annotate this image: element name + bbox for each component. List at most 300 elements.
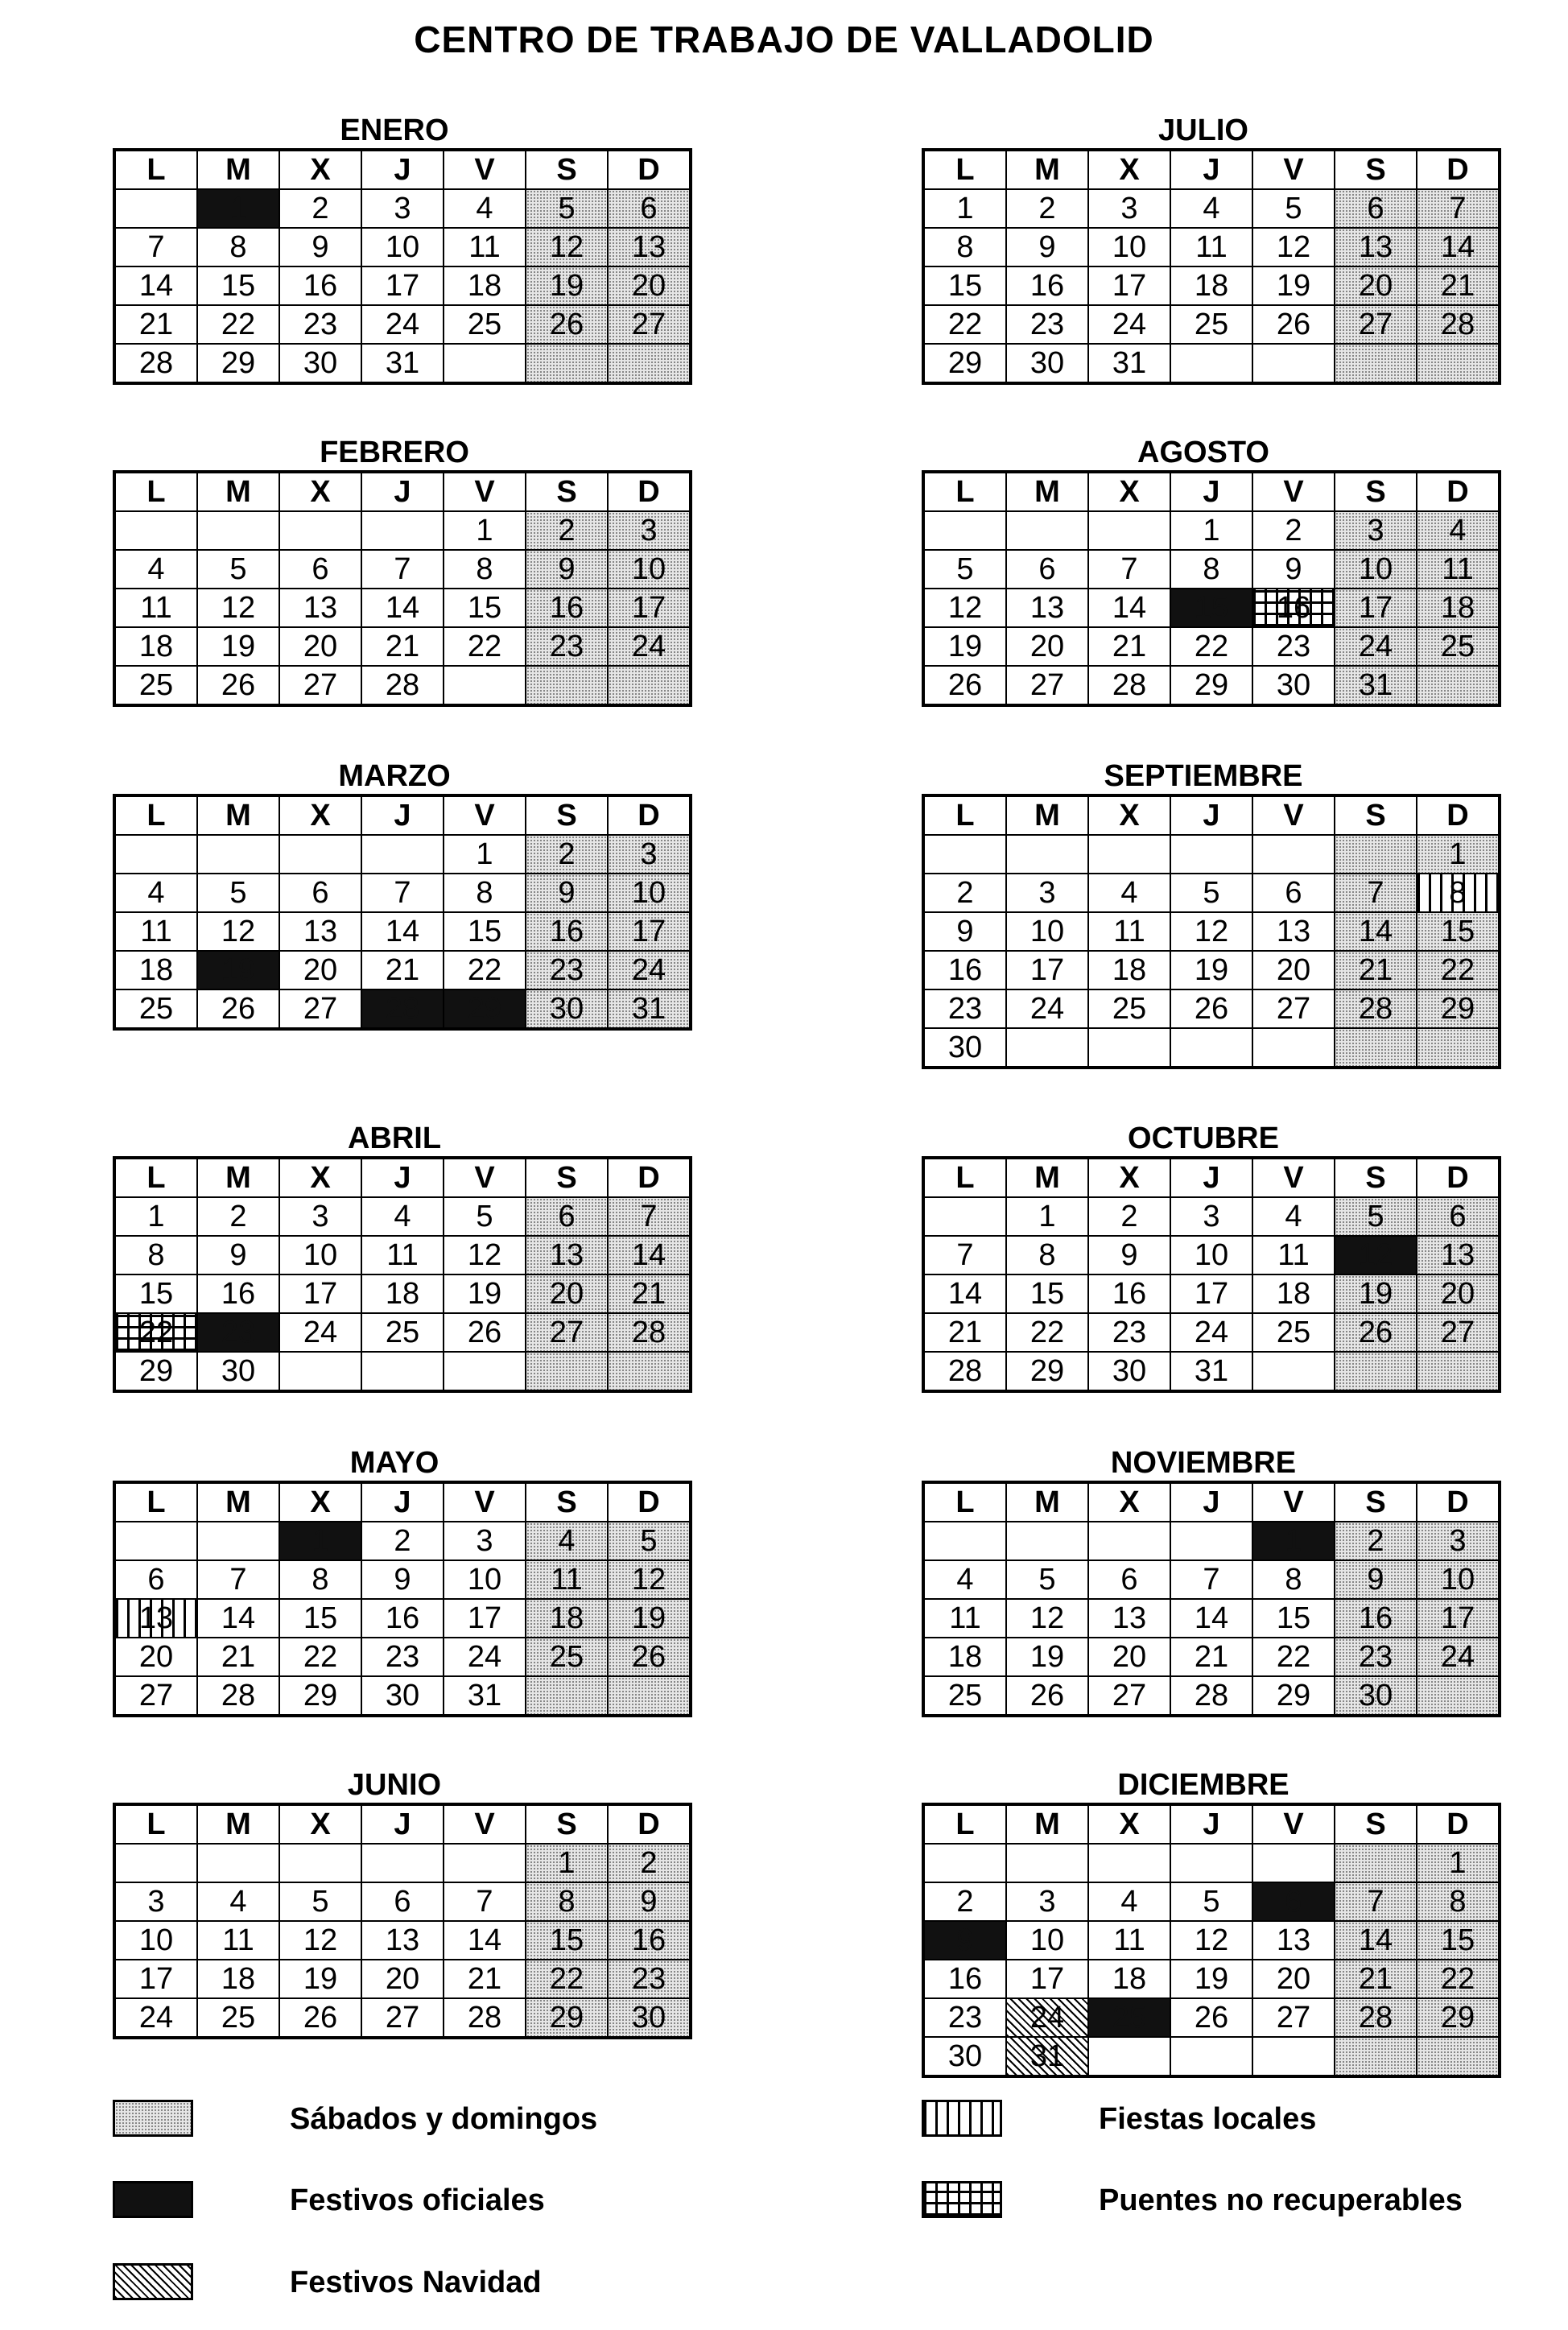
day-cell: 10 (1417, 1560, 1500, 1599)
day-cell: 23 (923, 1998, 1006, 2037)
day-cell: 6 (1252, 874, 1335, 912)
empty-cell (1417, 2037, 1500, 2076)
empty-cell (361, 1844, 444, 1882)
weekday-header: S (526, 1158, 608, 1197)
day-cell: 18 (444, 266, 526, 305)
day-cell: 11 (1252, 1236, 1335, 1274)
day-cell: 26 (444, 1313, 526, 1352)
day-cell: 23 (608, 1960, 691, 1998)
day-cell: 1 (444, 511, 526, 550)
day-cell: 28 (1417, 305, 1500, 344)
weekday-header: D (608, 1158, 691, 1197)
day-cell: 3 (444, 1522, 526, 1560)
empty-cell (279, 1844, 361, 1882)
day-cell: 21 (361, 627, 444, 666)
day-cell: 19 (526, 266, 608, 305)
day-cell: 2 (608, 1844, 691, 1882)
day-cell: 23 (526, 951, 608, 989)
day-cell: 21 (114, 305, 197, 344)
day-cell: 3 (114, 1882, 197, 1921)
day-cell: 19 (197, 627, 279, 666)
empty-cell (1088, 835, 1170, 874)
month-table (113, 470, 692, 707)
empty-cell (1170, 2037, 1252, 2076)
weekday-header: V (1252, 150, 1335, 189)
day-cell: 26 (197, 989, 279, 1029)
legend-swatch (922, 2100, 1002, 2137)
day-cell: 15 (1252, 1599, 1335, 1638)
day-cell: 16 (1088, 1274, 1170, 1313)
empty-cell (444, 1844, 526, 1882)
day-cell: 22 (114, 1313, 197, 1352)
day-cell: 4 (1252, 1197, 1335, 1236)
month-name: FEBRERO (320, 436, 469, 469)
day-cell: 26 (608, 1638, 691, 1676)
legend-label: Festivos Navidad (290, 2266, 542, 2299)
day-cell: 26 (1252, 305, 1335, 344)
day-cell: 26 (1335, 1313, 1417, 1352)
day-cell: 11 (1170, 228, 1252, 266)
day-cell: 13 (1417, 1236, 1500, 1274)
day-cell: 13 (114, 1599, 197, 1638)
day-cell: 18 (1417, 589, 1500, 627)
day-cell: 5 (197, 874, 279, 912)
day-cell: 22 (444, 627, 526, 666)
day-cell: 28 (1335, 1998, 1417, 2037)
day-cell: 4 (444, 189, 526, 228)
weekday-header: D (1417, 795, 1500, 835)
month-octubre (922, 1121, 1485, 1393)
weekday-header: V (1252, 795, 1335, 835)
day-cell: 7 (608, 1197, 691, 1236)
day-cell: 15 (1006, 1274, 1088, 1313)
legend-swatch (113, 2263, 193, 2300)
day-cell: 11 (114, 589, 197, 627)
weekday-header: M (1006, 1158, 1088, 1197)
day-cell: 8 (1252, 1560, 1335, 1599)
day-cell: 16 (1006, 266, 1088, 305)
weekday-header: J (361, 1804, 444, 1844)
day-cell: 9 (608, 1882, 691, 1921)
month-table (113, 148, 692, 385)
empty-cell (1335, 344, 1417, 383)
day-cell: 1 (526, 1844, 608, 1882)
day-cell: 19 (1170, 1960, 1252, 1998)
day-cell: 15 (444, 589, 526, 627)
day-cell: 22 (444, 951, 526, 989)
day-cell: 7 (361, 550, 444, 589)
weekday-header: S (526, 795, 608, 835)
day-cell: 13 (608, 228, 691, 266)
day-cell: 27 (279, 989, 361, 1029)
empty-cell (279, 1352, 361, 1391)
day-cell: 29 (1252, 1676, 1335, 1716)
day-cell: 13 (361, 1921, 444, 1960)
day-cell: 4 (1088, 1882, 1170, 1921)
weekday-header: S (1335, 150, 1417, 189)
day-cell: 6 (1006, 550, 1088, 589)
day-cell: 9 (197, 1236, 279, 1274)
month-agosto (922, 435, 1485, 707)
day-cell: 12 (279, 1921, 361, 1960)
empty-cell (1335, 1844, 1417, 1882)
day-cell: 12 (1006, 1599, 1088, 1638)
day-cell: 20 (1335, 266, 1417, 305)
day-cell: 22 (1417, 951, 1500, 989)
day-cell: 11 (197, 1921, 279, 1960)
day-cell: 24 (608, 627, 691, 666)
day-cell: 24 (444, 1638, 526, 1676)
day-cell: 21 (197, 1638, 279, 1676)
weekday-header: V (1252, 1158, 1335, 1197)
day-cell: 3 (361, 189, 444, 228)
day-cell: 3 (1006, 1882, 1088, 1921)
day-cell: 8 (197, 228, 279, 266)
day-cell: 8 (444, 874, 526, 912)
day-cell: 10 (1170, 1236, 1252, 1274)
month-table (113, 1156, 692, 1393)
day-cell: 25 (114, 666, 197, 705)
weekday-header: M (197, 1804, 279, 1844)
day-cell: 2 (1252, 511, 1335, 550)
empty-cell (1006, 511, 1088, 550)
day-cell: 29 (444, 989, 526, 1029)
day-cell: 16 (1252, 589, 1335, 627)
day-cell: 27 (1417, 1313, 1500, 1352)
day-cell: 18 (1088, 1960, 1170, 1998)
day-cell: 4 (1417, 511, 1500, 550)
weekday-header: V (444, 150, 526, 189)
day-cell: 8 (444, 550, 526, 589)
empty-cell (923, 1844, 1006, 1882)
empty-cell (197, 511, 279, 550)
empty-cell (444, 1352, 526, 1391)
day-cell: 18 (526, 1599, 608, 1638)
day-cell: 11 (923, 1599, 1006, 1638)
month-septiembre (922, 758, 1485, 1069)
day-cell: 20 (1088, 1638, 1170, 1676)
day-cell: 12 (1170, 912, 1252, 951)
day-cell: 23 (1335, 1638, 1417, 1676)
month-name: DICIEMBRE (1117, 1768, 1289, 1802)
day-cell: 24 (1170, 1313, 1252, 1352)
day-cell: 26 (526, 305, 608, 344)
weekday-header: D (1417, 1482, 1500, 1522)
day-cell: 18 (1170, 266, 1252, 305)
day-cell: 15 (526, 1921, 608, 1960)
day-cell: 24 (1006, 1998, 1088, 2037)
day-cell: 5 (1335, 1197, 1417, 1236)
day-cell: 22 (526, 1960, 608, 1998)
day-cell: 16 (526, 912, 608, 951)
day-cell: 6 (279, 874, 361, 912)
day-cell: 22 (1006, 1313, 1088, 1352)
day-cell: 4 (114, 550, 197, 589)
day-cell: 1 (1252, 1522, 1335, 1560)
empty-cell (1252, 1028, 1335, 1068)
day-cell: 25 (1088, 1998, 1170, 2037)
day-cell: 28 (608, 1313, 691, 1352)
day-cell: 10 (1088, 228, 1170, 266)
month-name: JUNIO (347, 1768, 442, 1802)
day-cell: 11 (361, 1236, 444, 1274)
day-cell: 5 (279, 1882, 361, 1921)
weekday-header: L (114, 1804, 197, 1844)
weekday-header: L (114, 150, 197, 189)
day-cell: 23 (197, 1313, 279, 1352)
day-cell: 8 (1006, 1236, 1088, 1274)
weekday-header: V (444, 1804, 526, 1844)
day-cell: 4 (526, 1522, 608, 1560)
day-cell: 10 (1006, 1921, 1088, 1960)
day-cell: 5 (1006, 1560, 1088, 1599)
day-cell: 16 (1335, 1599, 1417, 1638)
day-cell: 29 (279, 1676, 361, 1716)
day-cell: 30 (1006, 344, 1088, 383)
day-cell: 9 (923, 912, 1006, 951)
empty-cell (1006, 1522, 1088, 1560)
day-cell: 20 (279, 627, 361, 666)
day-cell: 21 (1417, 266, 1500, 305)
day-cell: 3 (1170, 1197, 1252, 1236)
day-cell: 12 (1170, 1921, 1252, 1960)
empty-cell (1417, 666, 1500, 705)
month-abril (113, 1121, 676, 1393)
day-cell: 12 (197, 912, 279, 951)
empty-cell (1252, 835, 1335, 874)
day-cell: 23 (526, 627, 608, 666)
day-cell: 6 (1335, 189, 1417, 228)
day-cell: 15 (114, 1274, 197, 1313)
empty-cell (1088, 2037, 1170, 2076)
day-cell: 17 (608, 589, 691, 627)
empty-cell (279, 511, 361, 550)
day-cell: 21 (1335, 951, 1417, 989)
day-cell: 3 (1006, 874, 1088, 912)
weekday-header: D (608, 472, 691, 511)
empty-cell (1170, 344, 1252, 383)
legend-swatch (113, 2100, 193, 2137)
day-cell: 29 (1170, 666, 1252, 705)
weekday-header: V (444, 795, 526, 835)
day-cell: 28 (361, 666, 444, 705)
day-cell: 30 (197, 1352, 279, 1391)
day-cell: 10 (1335, 550, 1417, 589)
day-cell: 30 (1088, 1352, 1170, 1391)
day-cell: 10 (608, 874, 691, 912)
weekday-header: X (279, 795, 361, 835)
weekday-header: M (197, 795, 279, 835)
day-cell: 4 (361, 1197, 444, 1236)
weekday-header: X (279, 472, 361, 511)
day-cell: 31 (608, 989, 691, 1029)
day-cell: 19 (279, 1960, 361, 1998)
weekday-header: D (608, 795, 691, 835)
day-cell: 17 (1335, 589, 1417, 627)
empty-cell (197, 1522, 279, 1560)
month-name: MARZO (338, 759, 451, 793)
empty-cell (1335, 835, 1417, 874)
empty-cell (608, 1676, 691, 1716)
day-cell: 2 (923, 874, 1006, 912)
weekday-header: V (444, 472, 526, 511)
month-name: ABRIL (347, 1122, 442, 1155)
empty-cell (1006, 1028, 1088, 1068)
day-cell: 9 (923, 1921, 1006, 1960)
day-cell: 18 (114, 627, 197, 666)
month-name: ENERO (340, 114, 449, 147)
day-cell: 17 (1417, 1599, 1500, 1638)
weekday-header: S (526, 1482, 608, 1522)
day-cell: 27 (526, 1313, 608, 1352)
weekday-header: D (608, 150, 691, 189)
day-cell: 12 (444, 1236, 526, 1274)
day-cell: 8 (1170, 550, 1252, 589)
day-cell: 17 (444, 1599, 526, 1638)
day-cell: 23 (1088, 1313, 1170, 1352)
month-name: NOVIEMBRE (1110, 1446, 1297, 1480)
day-cell: 29 (526, 1998, 608, 2038)
weekday-header: J (1170, 472, 1252, 511)
day-cell: 9 (1088, 1236, 1170, 1274)
day-cell: 15 (1170, 589, 1252, 627)
weekday-header: J (1170, 1804, 1252, 1844)
day-cell: 6 (526, 1197, 608, 1236)
day-cell: 14 (361, 589, 444, 627)
month-table (113, 794, 692, 1031)
day-cell: 4 (1088, 874, 1170, 912)
day-cell: 8 (279, 1560, 361, 1599)
weekday-header: S (1335, 1482, 1417, 1522)
weekday-header: S (1335, 472, 1417, 511)
weekday-header: S (1335, 795, 1417, 835)
weekday-header: X (279, 1804, 361, 1844)
day-cell: 10 (444, 1560, 526, 1599)
day-cell: 10 (1006, 912, 1088, 951)
day-cell: 26 (923, 666, 1006, 705)
weekday-header: J (361, 795, 444, 835)
empty-cell (361, 835, 444, 874)
day-cell: 29 (197, 344, 279, 383)
day-cell: 27 (1252, 1998, 1335, 2037)
weekday-header: L (114, 795, 197, 835)
day-cell: 27 (1088, 1676, 1170, 1716)
month-mayo (113, 1445, 676, 1717)
day-cell: 24 (1417, 1638, 1500, 1676)
day-cell: 29 (114, 1352, 197, 1391)
day-cell: 16 (279, 266, 361, 305)
day-cell: 15 (1417, 912, 1500, 951)
day-cell: 31 (361, 344, 444, 383)
month-enero (113, 113, 676, 385)
day-cell: 24 (279, 1313, 361, 1352)
empty-cell (361, 511, 444, 550)
month-table (113, 1481, 692, 1717)
weekday-header: D (608, 1482, 691, 1522)
day-cell: 17 (1170, 1274, 1252, 1313)
weekday-header: X (1088, 472, 1170, 511)
day-cell: 27 (114, 1676, 197, 1716)
day-cell: 22 (1252, 1638, 1335, 1676)
day-cell: 18 (923, 1638, 1006, 1676)
day-cell: 29 (1417, 1998, 1500, 2037)
day-cell: 14 (114, 266, 197, 305)
day-cell: 6 (114, 1560, 197, 1599)
day-cell: 21 (361, 951, 444, 989)
day-cell: 22 (1417, 1960, 1500, 1998)
day-cell: 11 (1417, 550, 1500, 589)
day-cell: 25 (1252, 1313, 1335, 1352)
day-cell: 10 (361, 228, 444, 266)
day-cell: 26 (1006, 1676, 1088, 1716)
day-cell: 13 (1252, 912, 1335, 951)
day-cell: 23 (361, 1638, 444, 1676)
day-cell: 17 (608, 912, 691, 951)
day-cell: 16 (608, 1921, 691, 1960)
empty-cell (1088, 1028, 1170, 1068)
month-marzo (113, 758, 676, 1031)
weekday-header: S (1335, 1158, 1417, 1197)
day-cell: 12 (197, 589, 279, 627)
weekday-header: L (114, 1482, 197, 1522)
empty-cell (923, 511, 1006, 550)
day-cell: 25 (1170, 305, 1252, 344)
weekday-header: M (197, 1482, 279, 1522)
day-cell: 11 (114, 912, 197, 951)
day-cell: 19 (1170, 951, 1252, 989)
day-cell: 14 (1170, 1599, 1252, 1638)
day-cell: 3 (608, 835, 691, 874)
day-cell: 3 (1335, 511, 1417, 550)
day-cell: 14 (197, 1599, 279, 1638)
empty-cell (923, 1522, 1006, 1560)
empty-cell (361, 1352, 444, 1391)
day-cell: 31 (1006, 2037, 1088, 2076)
empty-cell (1417, 1676, 1500, 1716)
day-cell: 25 (114, 989, 197, 1029)
day-cell: 25 (923, 1676, 1006, 1716)
day-cell: 13 (279, 912, 361, 951)
day-cell: 17 (361, 266, 444, 305)
day-cell: 7 (1335, 1882, 1417, 1921)
month-table (922, 1803, 1501, 2078)
weekday-header: J (361, 472, 444, 511)
day-cell: 28 (114, 344, 197, 383)
weekday-header: M (1006, 150, 1088, 189)
weekday-header: V (1252, 1804, 1335, 1844)
weekday-header: V (444, 1482, 526, 1522)
day-cell: 15 (1417, 1921, 1500, 1960)
weekday-header: J (361, 150, 444, 189)
day-cell: 1 (197, 189, 279, 228)
day-cell: 28 (197, 1676, 279, 1716)
weekday-header: D (1417, 1804, 1500, 1844)
day-cell: 19 (1006, 1638, 1088, 1676)
weekday-header: D (608, 1804, 691, 1844)
weekday-header: S (526, 1804, 608, 1844)
legend-label: Fiestas locales (1099, 2102, 1317, 2136)
month-junio (113, 1767, 676, 2039)
day-cell: 1 (444, 835, 526, 874)
day-cell: 6 (1088, 1560, 1170, 1599)
weekday-header: X (279, 150, 361, 189)
month-name: AGOSTO (1137, 436, 1269, 469)
month-diciembre (922, 1767, 1485, 2078)
weekday-header: L (114, 1158, 197, 1197)
month-table (922, 794, 1501, 1069)
day-cell: 1 (1417, 835, 1500, 874)
day-cell: 13 (526, 1236, 608, 1274)
